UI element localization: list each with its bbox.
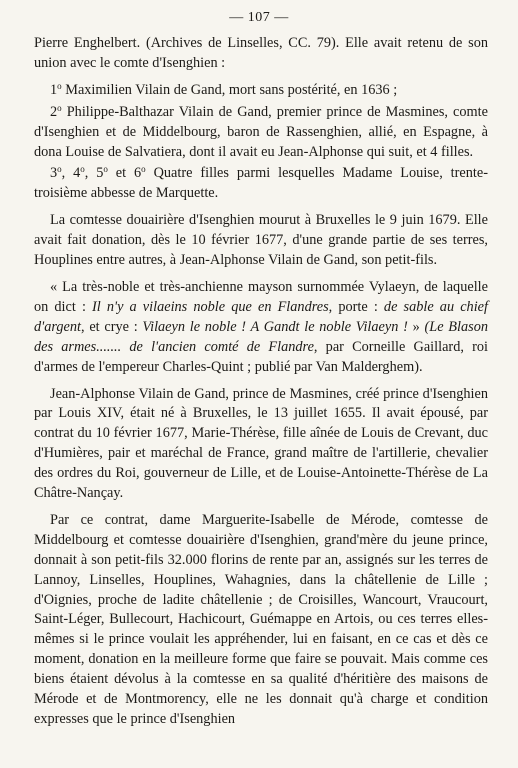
list-item-text: Quatre filles parmi lesquelles Madame Louise, trente-troisième abbesse de Marquette.: [34, 165, 488, 202]
ordinal-mark: o: [57, 102, 62, 113]
paragraph-jean-alphonse: Jean-Alphonse Vilain de Gand, prince de Masmines, créé prince d'Isenghien par Louis XIV, était né à Bruxelles, le 13 juillet 1655. Il avait épousé, par contrat du 10 février 1677, Marie-Thérèse, fille aînée de Louis de Crevant, duc d'Humières, pair et maréchal de France, grand maître de l'artillerie, chevalier des ordres du Roi, gouverneur de Lille, et de Louise-Antoinette-Thérèse de La Châtre-Nançay.: [34, 385, 488, 502]
list-item-3-6: [34, 164, 488, 204]
ordinal-mark: o: [57, 164, 62, 175]
quote-italic: de sable au chief d'argent: [34, 298, 488, 335]
ordinal-mark: o: [80, 164, 85, 175]
paragraph-death: La comtesse douairière d'Isenghien mourut à Bruxelles le 9 juin 1679. Elle avait fait donation, dès le 10 février 1677, d'une grande partie de ses terres, Houplines entre autres, à Jean-Alphonse Vilain de Gand, son petit-fils.: [34, 212, 488, 269]
paragraph-quotation: [34, 278, 488, 378]
quote-text: »: [407, 318, 425, 335]
quote-italic: Il n'y a vilaeins noble que en Flandres: [92, 298, 329, 315]
list-number: et 6: [107, 165, 142, 182]
list-item-text: Philippe-Balthazar Vilain de Gand, premier prince de Masmines, comte d'Isenghien et de Middelbourg, baron de Rassenghien, allié, en Espagne, à dona Louise de Salvatiera, dont il avait eu Jean-Alphonse qui suit, et 4 filles.: [34, 103, 488, 160]
list-item-2: [34, 103, 488, 163]
list-number: 3: [50, 165, 58, 182]
list-item-1: [34, 81, 488, 101]
quote-italic: Vilaeyn le noble ! A Gandt le noble Vilaeyn !: [142, 318, 408, 335]
list-number: 1: [50, 81, 58, 98]
ordinal-mark: o: [103, 164, 108, 175]
page-number: — 107 —: [229, 10, 289, 25]
paragraph-contract: Par ce contrat, dame Marguerite-Isabelle de Mérode, comtesse de Middelbourg et comtesse douairière d'Isenghien, grand'mère du jeune prince, donnait à son petit-fils 32.000 florins de rente par an, assignés sur les terres de Lannoy, Linselles, Houplines, Wahagnies, dans la châtellenie de Lille ; d'Oignies, proche de ladite châtellenie ; de Croisilles, Wancourt, Vraucourt, Saint-Léger, Bullecourt, Hachicourt, Guémappe en Artois, ou ces terres elles-mêmes si le prince voulait les appréhender, lui en faisant, en ce cas et dès ce moment, donation en la meilleure forme que faire se pouvait. Mais comme ces biens étaient dévolus à la comtesse en sa qualité d'héritière des maisons de Mérode et de Montmorency, elle ne les donnait qu'à charge et condition expresses que le prince d'Isenghien: [34, 511, 488, 727]
source-text: , par Corneille Gaillard, roi d'armes de l'empereur Charles-Quint ; publié par Van Malderghem).: [34, 338, 488, 375]
list-number: , 5: [84, 165, 104, 182]
ordinal-mark: o: [57, 80, 62, 91]
list-item-text: Maximilien Vilain de Gand, mort sans postérité, en 1636 ;: [61, 81, 398, 98]
list-number: , 4: [61, 165, 81, 182]
quote-text: « La très-noble et très-anchienne mayson surnommée Vylaeyn, de laquelle on dict :: [34, 278, 488, 315]
quote-text: , porte :: [328, 298, 384, 315]
source-title: (Le Blason des armes....... de l'ancien comté de Flandre: [34, 318, 489, 355]
paragraph-archives: Pierre Enghelbert. (Archives de Linselles, CC. 79). Elle avait retenu de son union avec le comte d'Isenghien :: [34, 35, 488, 71]
quote-text: , et crye :: [81, 318, 143, 335]
ordinal-mark: o: [141, 164, 146, 175]
page-body: [34, 34, 488, 737]
list-number: 2: [50, 103, 58, 120]
